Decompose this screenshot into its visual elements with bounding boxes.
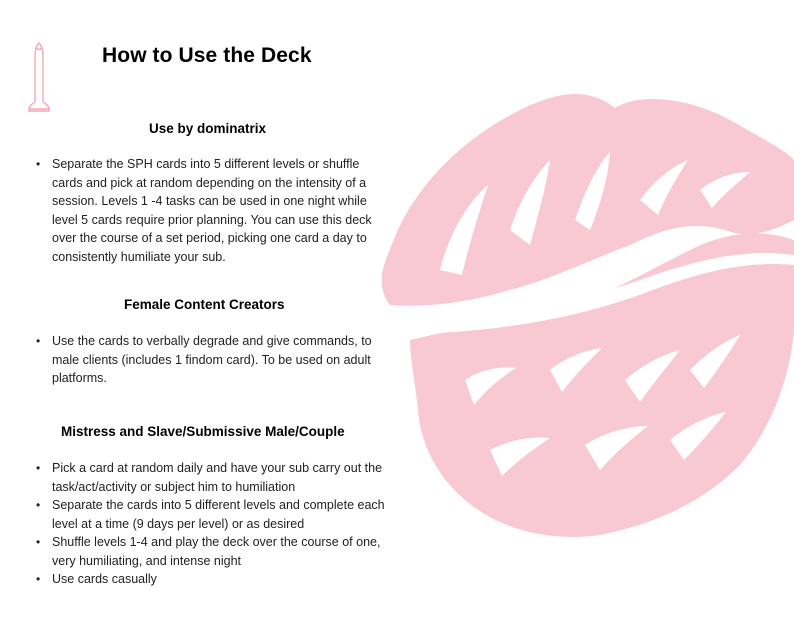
list-item: • Use the cards to verbally degrade and give commands, to male clients (includes 1 findom card). To be used on adult platforms. — [36, 332, 388, 388]
list-item: • Use cards casually — [36, 570, 388, 589]
list-item: • Separate the cards into 5 different levels and complete each level at a time (9 days per level) or as desired — [36, 496, 388, 533]
lips-kiss-mark-icon — [370, 80, 794, 550]
page-title: How to Use the Deck — [102, 44, 312, 67]
section-list-dominatrix — [36, 155, 388, 266]
dildo-outline-icon — [26, 40, 52, 114]
list-item: • Pick a card at random daily and have your sub carry out the task/act/activity or subject him to humiliation — [36, 459, 388, 496]
section-list-mistress-and-slave — [36, 459, 388, 589]
section-heading-female-content-creators: Female Content Creators — [124, 297, 285, 312]
list-item: • Shuffle levels 1-4 and play the deck over the course of one, very humiliating, and intense night — [36, 533, 388, 570]
list-item: • Separate the SPH cards into 5 different levels or shuffle cards and pick at random depending on the intensity of a session. Levels 1 -4 tasks can be used in one night while level 5 cards require prior planning. You can use this deck over the course of a set period, picking one card a day to consistently humiliate your sub. — [36, 155, 388, 266]
section-list-female-content-creators — [36, 332, 388, 388]
section-heading-dominatrix: Use by dominatrix — [149, 121, 267, 136]
section-heading-mistress-and-slave: Mistress and Slave/Submissive Male/Couple — [61, 424, 345, 439]
